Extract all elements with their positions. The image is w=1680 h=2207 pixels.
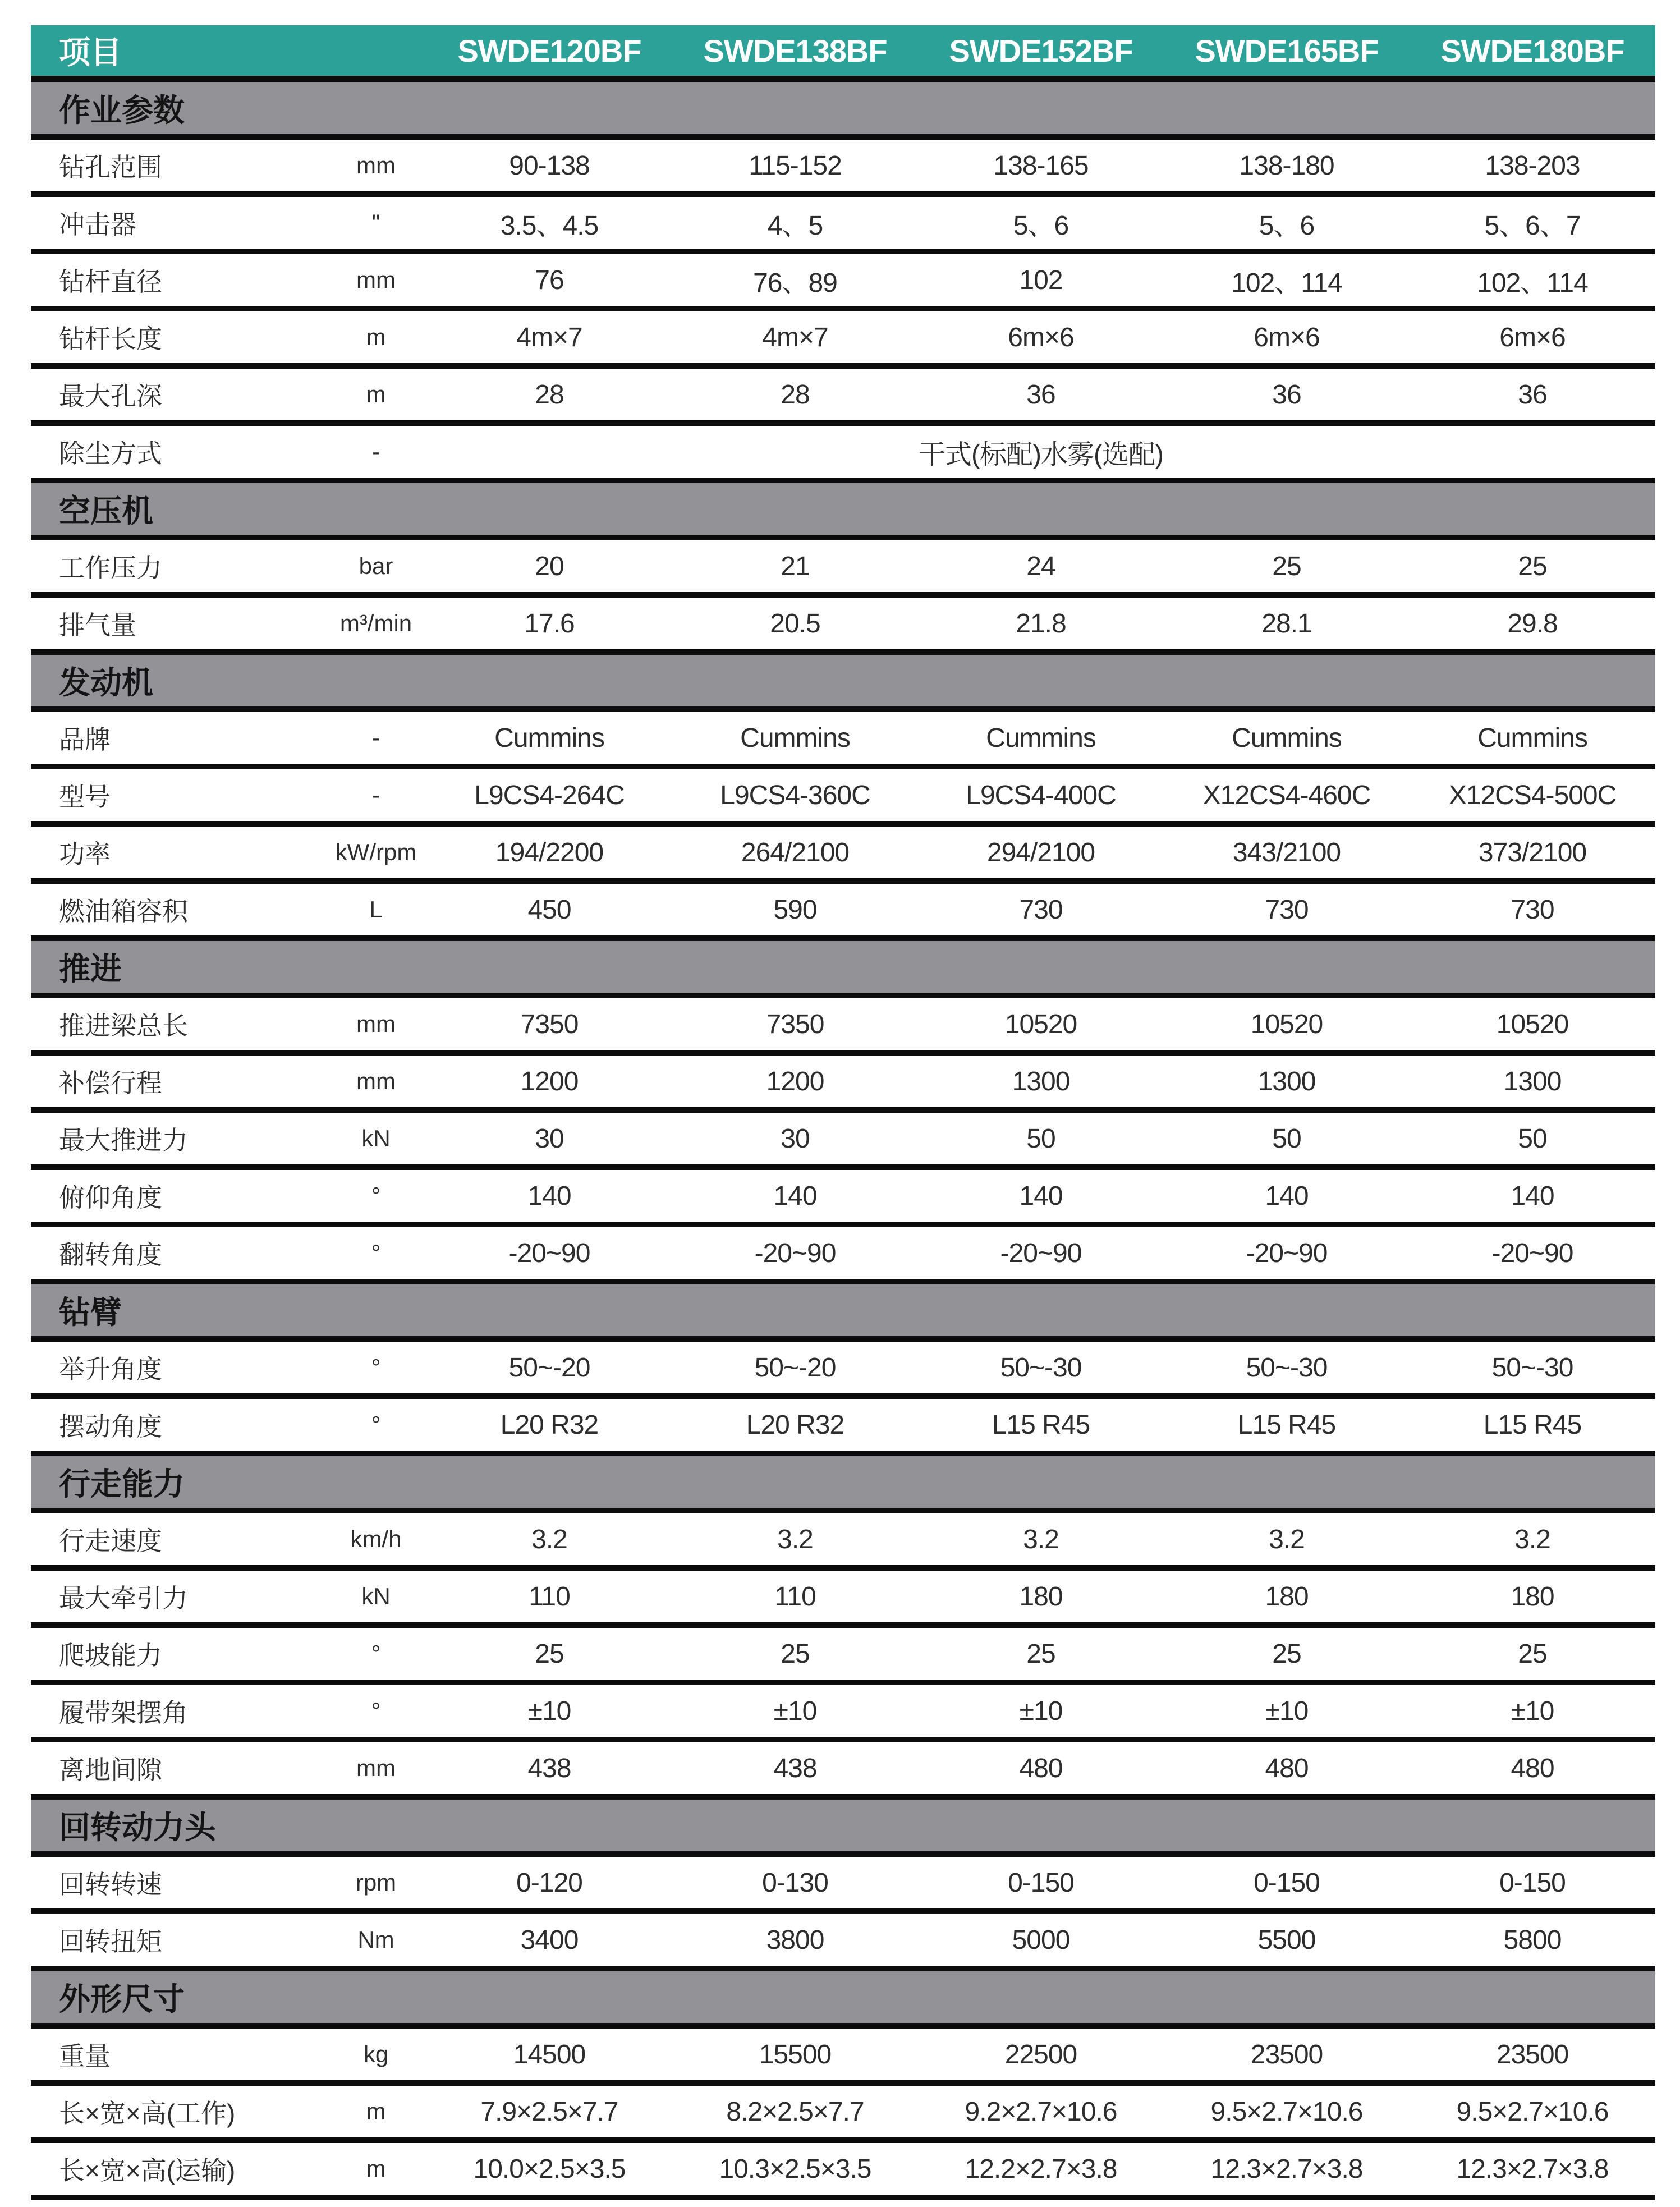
row-label: 行走速度 xyxy=(59,1526,162,1556)
row-value: 1200 xyxy=(766,1066,824,1096)
header-model-swde180bf: SWDE180BF xyxy=(1440,33,1624,68)
row-unit: Nm xyxy=(357,1926,394,1953)
row-unit: L xyxy=(369,896,383,923)
row-value: 36 xyxy=(1272,379,1301,410)
row-value: 3800 xyxy=(766,1925,824,1955)
row-value: 138-165 xyxy=(993,150,1089,181)
row-label: 最大孔深 xyxy=(59,382,162,411)
table-row xyxy=(31,1513,1655,1571)
row-value: 102 xyxy=(1019,265,1063,295)
row-value: 438 xyxy=(527,1753,571,1783)
row-unit: m xyxy=(366,324,386,350)
header-item-label: 项目 xyxy=(59,35,122,70)
row-value: 438 xyxy=(773,1753,817,1783)
row-value: 10.0×2.5×3.5 xyxy=(473,2154,626,2184)
row-value: 50 xyxy=(1272,1123,1301,1154)
row-label: 俯仰角度 xyxy=(59,1183,162,1212)
table-row xyxy=(31,1628,1655,1685)
row-label: 最大牵引力 xyxy=(59,1584,188,1613)
row-value: 5500 xyxy=(1257,1925,1316,1955)
row-value: 28 xyxy=(781,379,810,410)
row-value: 50~-30 xyxy=(1491,1352,1573,1383)
row-value: Cummins xyxy=(740,723,850,753)
section-header-row xyxy=(31,655,1655,712)
row-value: X12CS4-460C xyxy=(1202,780,1371,810)
table-row xyxy=(31,598,1655,655)
row-value: 50~-30 xyxy=(1246,1352,1328,1383)
row-value: 0-150 xyxy=(1254,1868,1320,1898)
row-unit: ° xyxy=(371,1697,381,1724)
row-label: 离地间隙 xyxy=(59,1755,162,1784)
row-unit: ° xyxy=(371,1411,381,1438)
table-body xyxy=(31,82,1655,2200)
row-value: 110 xyxy=(529,1581,570,1612)
row-value: 102、114 xyxy=(1231,268,1342,298)
row-value: Cummins xyxy=(1232,723,1342,753)
row-value: 25 xyxy=(535,1639,564,1669)
row-value: 21.8 xyxy=(1016,608,1066,639)
row-value: Cummins xyxy=(986,723,1096,753)
row-span-value: 干式(标配)水雾(选配) xyxy=(919,439,1163,470)
row-label: 回转转速 xyxy=(59,1870,162,1899)
row-value: 30 xyxy=(535,1123,564,1154)
section-header-row xyxy=(31,1284,1655,1342)
row-value: Cummins xyxy=(1477,723,1587,753)
row-unit: ° xyxy=(371,1240,381,1266)
row-value: 50~-20 xyxy=(754,1352,836,1383)
row-value: X12CS4-500C xyxy=(1448,780,1617,810)
section-header-row xyxy=(31,483,1655,540)
row-value: L9CS4-360C xyxy=(720,780,870,810)
table-row xyxy=(31,2086,1655,2143)
row-unit: - xyxy=(372,438,380,465)
row-label: 钻杆长度 xyxy=(59,324,162,354)
section-title: 推进 xyxy=(59,951,122,987)
row-value: 140 xyxy=(1019,1181,1063,1211)
row-value: ±10 xyxy=(1511,1696,1554,1726)
row-value: 180 xyxy=(1019,1581,1063,1612)
table-row xyxy=(31,1685,1655,1742)
row-label: 补偿行程 xyxy=(59,1068,162,1098)
section-title: 钻臂 xyxy=(59,1295,122,1330)
row-value: L15 R45 xyxy=(992,1410,1090,1440)
row-label: 最大推进力 xyxy=(59,1126,188,1155)
row-value: 180 xyxy=(1265,1581,1309,1612)
table-row xyxy=(31,2029,1655,2086)
row-value: -20~90 xyxy=(754,1238,836,1268)
table-header-row xyxy=(31,25,1655,82)
table-row xyxy=(31,1227,1655,1284)
table-row xyxy=(31,1342,1655,1399)
table-row xyxy=(31,1399,1655,1456)
row-value: 10520 xyxy=(1496,1009,1569,1039)
row-value: 294/2100 xyxy=(986,837,1095,868)
row-value: 3.2 xyxy=(1514,1524,1550,1554)
row-value: 138-203 xyxy=(1485,150,1580,181)
section-header-row xyxy=(31,941,1655,998)
section-title: 外形尺寸 xyxy=(59,1981,185,2017)
row-value: 3.2 xyxy=(1269,1524,1305,1554)
row-value: 29.8 xyxy=(1507,608,1558,639)
row-value: 194/2200 xyxy=(495,837,604,868)
row-value: -20~90 xyxy=(1246,1238,1328,1268)
row-value: 50~-30 xyxy=(1000,1352,1082,1383)
row-value: 6m×6 xyxy=(1254,322,1320,352)
row-value: 138-180 xyxy=(1239,150,1334,181)
row-value: 3400 xyxy=(520,1925,579,1955)
header-model-swde165bf: SWDE165BF xyxy=(1195,33,1379,68)
table-row xyxy=(31,1914,1655,1971)
table-row xyxy=(31,540,1655,598)
row-label: 排气量 xyxy=(59,611,136,640)
row-value: 23500 xyxy=(1250,2039,1323,2070)
row-value: ±10 xyxy=(527,1696,571,1726)
row-value: 6m×6 xyxy=(1008,322,1074,352)
row-value: 20.5 xyxy=(770,608,820,639)
row-value: L9CS4-400C xyxy=(966,780,1116,810)
row-unit: km/h xyxy=(350,1526,402,1552)
row-value: ±10 xyxy=(1019,1696,1063,1726)
row-unit: mm xyxy=(356,152,396,178)
row-value: 180 xyxy=(1511,1581,1554,1612)
row-value: 9.5×2.7×10.6 xyxy=(1456,2096,1609,2127)
row-value: 8.2×2.5×7.7 xyxy=(726,2096,864,2127)
row-value: 90-138 xyxy=(509,150,590,181)
row-label: 推进梁总长 xyxy=(59,1011,188,1040)
row-value: 730 xyxy=(1019,894,1063,925)
row-value: 10.3×2.5×3.5 xyxy=(719,2154,871,2184)
table-row xyxy=(31,254,1655,311)
table-row xyxy=(31,1113,1655,1170)
row-value: 9.2×2.7×10.6 xyxy=(965,2096,1117,2127)
row-value: 4、5 xyxy=(767,210,823,241)
row-value: 343/2100 xyxy=(1232,837,1341,868)
row-value: 7.9×2.5×7.7 xyxy=(480,2096,618,2127)
row-value: 25 xyxy=(1272,551,1301,581)
row-value: 21 xyxy=(781,551,810,581)
row-value: 3.2 xyxy=(777,1524,813,1554)
row-value: 0-150 xyxy=(1499,1868,1566,1898)
row-value: 1300 xyxy=(1503,1066,1562,1096)
row-value: 140 xyxy=(527,1181,571,1211)
row-unit: m xyxy=(366,2098,386,2125)
row-value: 9.5×2.7×10.6 xyxy=(1210,2096,1363,2127)
row-value: 110 xyxy=(774,1581,816,1612)
row-value: 0-150 xyxy=(1008,1868,1074,1898)
table-row xyxy=(31,1857,1655,1914)
row-unit: bar xyxy=(359,553,393,579)
row-value: 3.2 xyxy=(531,1524,567,1554)
row-value: 115-152 xyxy=(749,150,842,181)
section-title: 作业参数 xyxy=(59,93,185,128)
row-value: 50 xyxy=(1026,1123,1055,1154)
row-value: 264/2100 xyxy=(741,837,850,868)
row-value: 5、6、7 xyxy=(1484,210,1581,241)
table-row xyxy=(31,2143,1655,2200)
table-row xyxy=(31,311,1655,369)
row-value: 50 xyxy=(1518,1123,1547,1154)
row-unit: m xyxy=(366,2155,386,2182)
header-model-swde152bf: SWDE152BF xyxy=(949,33,1133,68)
row-value: 7350 xyxy=(520,1009,579,1039)
row-value: 590 xyxy=(773,894,817,925)
row-label: 冲击器 xyxy=(59,210,136,239)
row-value: 1300 xyxy=(1012,1066,1070,1096)
row-unit: " xyxy=(371,209,380,236)
row-label: 除尘方式 xyxy=(59,439,162,468)
row-value: 5、6 xyxy=(1259,210,1315,241)
section-title: 发动机 xyxy=(59,665,153,700)
row-value: 76、89 xyxy=(753,268,837,298)
table-row xyxy=(31,1170,1655,1227)
row-label: 重量 xyxy=(59,2041,111,2071)
row-value: L15 R45 xyxy=(1483,1410,1582,1440)
row-label: 功率 xyxy=(59,839,111,869)
row-value: -20~90 xyxy=(508,1238,590,1268)
row-unit: ° xyxy=(371,1640,381,1667)
section-title: 行走能力 xyxy=(59,1466,185,1502)
table-row xyxy=(31,827,1655,884)
row-label: 回转扭矩 xyxy=(59,1927,162,1956)
row-value: 14500 xyxy=(513,2039,586,2070)
table-row xyxy=(31,998,1655,1056)
row-value: 102、114 xyxy=(1477,268,1588,298)
row-label: 长×宽×高(运输) xyxy=(59,2156,236,2185)
row-value: 373/2100 xyxy=(1478,837,1587,868)
row-value: 730 xyxy=(1265,894,1309,925)
row-value: L20 R32 xyxy=(500,1410,599,1440)
row-unit: mm xyxy=(356,1068,396,1094)
row-value: 25 xyxy=(1518,1639,1547,1669)
row-value: L20 R32 xyxy=(746,1410,844,1440)
row-label: 爬坡能力 xyxy=(59,1641,162,1670)
row-value: 12.3×2.7×3.8 xyxy=(1210,2154,1363,2184)
row-label: 品牌 xyxy=(59,725,111,754)
header-model-swde120bf: SWDE120BF xyxy=(457,33,641,68)
row-value: 24 xyxy=(1026,551,1055,581)
row-unit: - xyxy=(372,782,380,808)
table-row xyxy=(31,1571,1655,1628)
row-value: ±10 xyxy=(773,1696,817,1726)
row-value: 450 xyxy=(527,894,571,925)
spec-table xyxy=(31,25,1655,2200)
row-value: 25 xyxy=(1518,551,1547,581)
row-value: 140 xyxy=(1511,1181,1554,1211)
row-value: 30 xyxy=(781,1123,810,1154)
row-value: 0-120 xyxy=(516,1868,582,1898)
row-value: L15 R45 xyxy=(1237,1410,1336,1440)
row-value: 36 xyxy=(1518,379,1547,410)
row-unit: - xyxy=(372,724,380,751)
row-unit: rpm xyxy=(355,1869,397,1896)
row-value: 12.3×2.7×3.8 xyxy=(1456,2154,1609,2184)
row-value: 1200 xyxy=(520,1066,579,1096)
row-label: 燃油箱容积 xyxy=(59,897,188,926)
row-value: 4m×7 xyxy=(762,322,828,352)
row-value: 7350 xyxy=(766,1009,824,1039)
table-row xyxy=(31,712,1655,769)
row-unit: kW/rpm xyxy=(335,839,417,865)
section-header-row xyxy=(31,1800,1655,1857)
row-value: ±10 xyxy=(1265,1696,1309,1726)
table-row xyxy=(31,1742,1655,1800)
row-value: 25 xyxy=(781,1639,810,1669)
row-unit: mm xyxy=(356,1011,396,1037)
table-row xyxy=(31,197,1655,254)
row-unit: kg xyxy=(363,2041,389,2067)
row-unit: ° xyxy=(371,1354,381,1380)
row-unit: m xyxy=(366,381,386,407)
row-value: 0-130 xyxy=(762,1868,828,1898)
row-value: 12.2×2.7×3.8 xyxy=(965,2154,1117,2184)
row-value: -20~90 xyxy=(1491,1238,1573,1268)
row-value: 15500 xyxy=(759,2039,832,2070)
row-unit: mm xyxy=(356,1755,396,1781)
table-row xyxy=(31,426,1655,483)
row-unit: ° xyxy=(371,1182,381,1209)
table-row xyxy=(31,1056,1655,1113)
table-row xyxy=(31,884,1655,941)
row-value: 3.2 xyxy=(1023,1524,1059,1554)
section-title: 回转动力头 xyxy=(59,1810,216,1845)
section-title: 空压机 xyxy=(59,493,153,529)
row-value: 730 xyxy=(1511,894,1554,925)
section-header-row xyxy=(31,1456,1655,1513)
row-value: 76 xyxy=(535,265,564,295)
row-value: L9CS4-264C xyxy=(474,780,625,810)
row-value: 480 xyxy=(1511,1753,1554,1783)
row-label: 型号 xyxy=(59,782,111,811)
row-label: 钻孔范围 xyxy=(59,153,162,182)
row-value: 480 xyxy=(1019,1753,1063,1783)
table-row xyxy=(31,369,1655,426)
row-unit: kN xyxy=(361,1583,391,1609)
table-row xyxy=(31,769,1655,827)
row-value: 5000 xyxy=(1012,1925,1070,1955)
row-label: 工作压力 xyxy=(59,553,162,582)
row-label: 摆动角度 xyxy=(59,1412,162,1441)
row-value: 6m×6 xyxy=(1499,322,1566,352)
row-unit: kN xyxy=(361,1125,391,1151)
row-label: 翻转角度 xyxy=(59,1240,162,1269)
row-value: 28.1 xyxy=(1261,608,1312,639)
row-label: 长×宽×高(工作) xyxy=(59,2099,236,2128)
row-value: 480 xyxy=(1265,1753,1309,1783)
row-label: 履带架摆角 xyxy=(59,1698,188,1727)
row-value: 10520 xyxy=(1004,1009,1077,1039)
header-model-swde138bf: SWDE138BF xyxy=(703,33,887,68)
table-row xyxy=(31,140,1655,197)
row-value: 20 xyxy=(535,551,564,581)
row-value: 25 xyxy=(1026,1639,1055,1669)
row-value: 140 xyxy=(1265,1181,1309,1211)
row-value: 5800 xyxy=(1503,1925,1562,1955)
row-value: 17.6 xyxy=(524,608,575,639)
row-value: 1300 xyxy=(1257,1066,1316,1096)
row-value: 23500 xyxy=(1496,2039,1569,2070)
row-value: 28 xyxy=(535,379,564,410)
row-label: 钻杆直径 xyxy=(59,267,162,296)
section-header-row xyxy=(31,82,1655,140)
row-value: 5、6 xyxy=(1013,210,1069,241)
row-value: Cummins xyxy=(494,723,604,753)
row-value: 50~-20 xyxy=(508,1352,590,1383)
row-value: 36 xyxy=(1026,379,1055,410)
row-value: 3.5、4.5 xyxy=(500,210,599,241)
row-unit: mm xyxy=(356,267,396,293)
row-value: 10520 xyxy=(1250,1009,1323,1039)
row-value: 22500 xyxy=(1004,2039,1077,2070)
row-label: 举升角度 xyxy=(59,1355,162,1384)
row-value: 4m×7 xyxy=(516,322,582,352)
row-value: 25 xyxy=(1272,1639,1301,1669)
section-header-row xyxy=(31,1971,1655,2029)
row-value: -20~90 xyxy=(1000,1238,1082,1268)
row-unit: m³/min xyxy=(339,610,412,636)
row-value: 140 xyxy=(773,1181,817,1211)
